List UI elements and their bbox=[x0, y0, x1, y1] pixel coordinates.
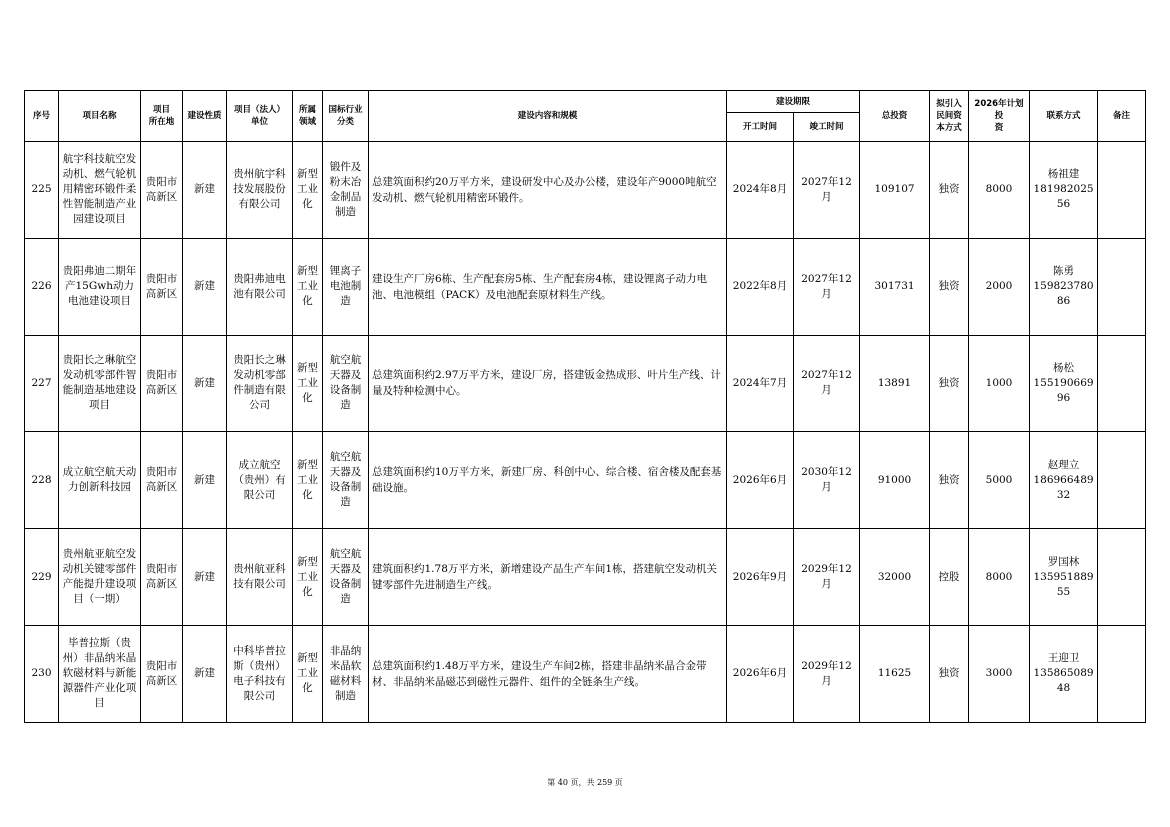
cell-contact: 杨祖建 18198202556 bbox=[1030, 142, 1098, 239]
cell-field: 新型工业化 bbox=[293, 625, 323, 722]
cell-start: 2026年9月 bbox=[727, 529, 794, 626]
header-contact: 联系方式 bbox=[1030, 91, 1098, 142]
cell-content: 总建筑面积约2.97万平方米，建设厂房，搭建钣金热成形、叶片生产线、计量及特种检测中心。 bbox=[369, 335, 727, 432]
cell-content: 建设生产厂房6栋、生产配套房5栋、生产配套房4栋，建设锂离子动力电池、电池模组（PACK）及电池配套原材料生产线。 bbox=[369, 238, 727, 335]
cell-start: 2026年6月 bbox=[727, 625, 794, 722]
cell-industry: 锻件及粉末冶金制品制造 bbox=[323, 142, 369, 239]
cell-industry: 非晶纳米晶软磁材料制造 bbox=[323, 625, 369, 722]
cell-industry: 航空航天器及设备制造 bbox=[323, 529, 369, 626]
table-row bbox=[25, 529, 1146, 626]
cell-location: 贵阳市高新区 bbox=[141, 142, 183, 239]
cell-field: 新型工业化 bbox=[293, 142, 323, 239]
header-remark: 备注 bbox=[1098, 91, 1146, 142]
cell-field: 新型工业化 bbox=[293, 238, 323, 335]
cell-plan: 8000 bbox=[969, 529, 1030, 626]
cell-remark bbox=[1098, 335, 1146, 432]
cell-plan: 3000 bbox=[969, 625, 1030, 722]
cell-name: 贵州航亚航空发动机关键零部件产能提升建设项目（一期） bbox=[59, 529, 141, 626]
cell-nature: 新建 bbox=[183, 625, 227, 722]
cell-field: 新型工业化 bbox=[293, 529, 323, 626]
cell-seq: 228 bbox=[25, 432, 59, 529]
cell-total: 13891 bbox=[860, 335, 930, 432]
header-content: 建设内容和规模 bbox=[369, 91, 727, 142]
header-seq: 序号 bbox=[25, 91, 59, 142]
cell-capital: 控股 bbox=[930, 529, 969, 626]
table-row bbox=[25, 238, 1146, 335]
cell-end: 2027年12月 bbox=[794, 335, 860, 432]
cell-unit: 中科毕普拉斯（贵州）电子科技有限公司 bbox=[227, 625, 293, 722]
cell-nature: 新建 bbox=[183, 142, 227, 239]
cell-name: 航宇科技航空发动机、燃气轮机用精密环锻件柔性智能制造产业园建设项目 bbox=[59, 142, 141, 239]
cell-nature: 新建 bbox=[183, 529, 227, 626]
cell-contact: 王迎卫 13586508948 bbox=[1030, 625, 1098, 722]
cell-start: 2026年6月 bbox=[727, 432, 794, 529]
cell-capital: 独资 bbox=[930, 142, 969, 239]
cell-total: 109107 bbox=[860, 142, 930, 239]
cell-unit: 贵州航宇科技发展股份有限公司 bbox=[227, 142, 293, 239]
cell-name: 贵阳弗迪二期年产15Gwh动力电池建设项目 bbox=[59, 238, 141, 335]
cell-start: 2024年8月 bbox=[727, 142, 794, 239]
cell-field: 新型工业化 bbox=[293, 335, 323, 432]
header-name: 项目名称 bbox=[59, 91, 141, 142]
cell-content: 建筑面积约1.78万平方米，新增建设产品生产车间1栋，搭建航空发动机关键零部件先进制造生产线。 bbox=[369, 529, 727, 626]
cell-contact: 赵理立 18696648932 bbox=[1030, 432, 1098, 529]
cell-industry: 锂离子电池制造 bbox=[323, 238, 369, 335]
header-capital: 拟引入 民间资 本方式 bbox=[930, 91, 969, 142]
cell-unit: 成立航空（贵州）有限公司 bbox=[227, 432, 293, 529]
cell-start: 2022年8月 bbox=[727, 238, 794, 335]
cell-contact: 陈勇 15982378086 bbox=[1030, 238, 1098, 335]
header-start: 开工时间 bbox=[727, 113, 794, 142]
cell-contact: 杨松 15519066996 bbox=[1030, 335, 1098, 432]
cell-end: 2030年12月 bbox=[794, 432, 860, 529]
cell-nature: 新建 bbox=[183, 432, 227, 529]
cell-plan: 8000 bbox=[969, 142, 1030, 239]
cell-contact: 罗国林 13595188955 bbox=[1030, 529, 1098, 626]
cell-nature: 新建 bbox=[183, 238, 227, 335]
header-industry: 国标行业 分类 bbox=[323, 91, 369, 142]
cell-remark bbox=[1098, 625, 1146, 722]
header-period: 建设期限 bbox=[727, 91, 860, 113]
cell-location: 贵阳市高新区 bbox=[141, 238, 183, 335]
cell-field: 新型工业化 bbox=[293, 432, 323, 529]
cell-unit: 贵州航亚科技有限公司 bbox=[227, 529, 293, 626]
cell-end: 2029年12月 bbox=[794, 529, 860, 626]
cell-location: 贵阳市高新区 bbox=[141, 625, 183, 722]
cell-seq: 227 bbox=[25, 335, 59, 432]
cell-end: 2027年12月 bbox=[794, 142, 860, 239]
cell-capital: 独资 bbox=[930, 625, 969, 722]
table-row bbox=[25, 432, 1146, 529]
cell-location: 贵阳市高新区 bbox=[141, 529, 183, 626]
cell-content: 总建筑面积约10万平方米，新建厂房、科创中心、综合楼、宿舍楼及配套基础设施。 bbox=[369, 432, 727, 529]
cell-capital: 独资 bbox=[930, 238, 969, 335]
header-field: 所属 领域 bbox=[293, 91, 323, 142]
header-unit: 项目（法人） 单位 bbox=[227, 91, 293, 142]
cell-end: 2029年12月 bbox=[794, 625, 860, 722]
cell-capital: 独资 bbox=[930, 432, 969, 529]
cell-seq: 226 bbox=[25, 238, 59, 335]
table-row bbox=[25, 625, 1146, 722]
cell-total: 301731 bbox=[860, 238, 930, 335]
cell-nature: 新建 bbox=[183, 335, 227, 432]
cell-seq: 230 bbox=[25, 625, 59, 722]
cell-plan: 5000 bbox=[969, 432, 1030, 529]
cell-total: 32000 bbox=[860, 529, 930, 626]
cell-end: 2027年12月 bbox=[794, 238, 860, 335]
header-end: 竣工时间 bbox=[794, 113, 860, 142]
cell-industry: 航空航天器及设备制造 bbox=[323, 335, 369, 432]
cell-location: 贵阳市高新区 bbox=[141, 335, 183, 432]
cell-content: 总建筑面积约1.48万平方米，建设生产车间2栋，搭建非晶纳米晶合金带材、非晶纳米晶磁芯到磁性元器件、组件的全链条生产线。 bbox=[369, 625, 727, 722]
cell-name: 成立航空航天动力创新科技园 bbox=[59, 432, 141, 529]
cell-total: 11625 bbox=[860, 625, 930, 722]
cell-seq: 229 bbox=[25, 529, 59, 626]
cell-total: 91000 bbox=[860, 432, 930, 529]
header-plan: 2026年计划投 资 bbox=[969, 91, 1030, 142]
header-nature: 建设性质 bbox=[183, 91, 227, 142]
cell-location: 贵阳市高新区 bbox=[141, 432, 183, 529]
page-footer: 第 40 页，共 259 页 bbox=[547, 778, 623, 787]
project-table bbox=[24, 90, 1146, 723]
cell-unit: 贵阳长之琳发动机零部件制造有限公司 bbox=[227, 335, 293, 432]
cell-plan: 2000 bbox=[969, 238, 1030, 335]
cell-remark bbox=[1098, 142, 1146, 239]
cell-name: 贵阳长之琳航空发动机零部件智能制造基地建设项目 bbox=[59, 335, 141, 432]
cell-remark bbox=[1098, 238, 1146, 335]
cell-unit: 贵阳弗迪电池有限公司 bbox=[227, 238, 293, 335]
cell-start: 2024年7月 bbox=[727, 335, 794, 432]
cell-capital: 独资 bbox=[930, 335, 969, 432]
cell-industry: 航空航天器及设备制造 bbox=[323, 432, 369, 529]
header-total: 总投资 bbox=[860, 91, 930, 142]
cell-seq: 225 bbox=[25, 142, 59, 239]
cell-remark bbox=[1098, 529, 1146, 626]
cell-content: 总建筑面积约20万平方米，建设研发中心及办公楼，建设年产9000吨航空发动机、燃气轮机用精密环锻件。 bbox=[369, 142, 727, 239]
table-row bbox=[25, 335, 1146, 432]
table-row bbox=[25, 142, 1146, 239]
cell-name: 毕普拉斯（贵州）非晶纳米晶软磁材料与新能源器件产业化项目 bbox=[59, 625, 141, 722]
cell-remark bbox=[1098, 432, 1146, 529]
header-location: 项目 所在地 bbox=[141, 91, 183, 142]
cell-plan: 1000 bbox=[969, 335, 1030, 432]
